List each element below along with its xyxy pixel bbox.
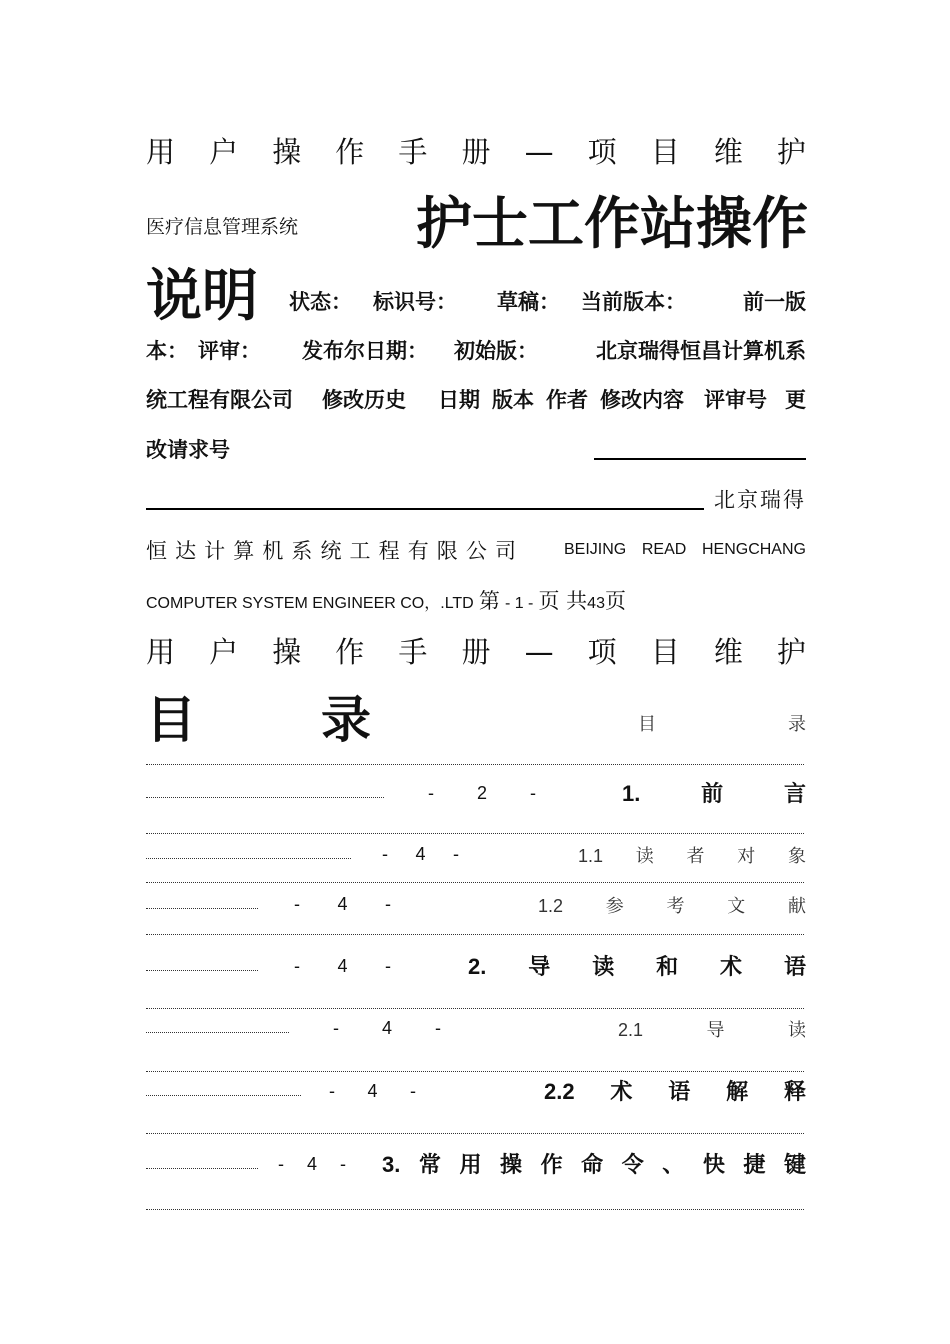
revision-history-label: 修改历史 xyxy=(322,388,406,412)
page-label: 页 共 xyxy=(538,589,588,613)
toc-page-char: - xyxy=(329,1081,335,1101)
toc-label-char: 1.2 xyxy=(538,896,564,916)
underline-rule xyxy=(594,438,806,460)
page-number: - 1 - xyxy=(504,595,534,612)
footer-line-1 xyxy=(146,484,806,514)
toc-label-char: 对 xyxy=(737,846,756,867)
toc-label-char: 和 xyxy=(656,955,679,980)
header-char: 用 xyxy=(146,635,176,669)
toc-entry-label xyxy=(618,1016,806,1042)
toc-entry[interactable] xyxy=(146,1018,806,1052)
history-col: 评审号 xyxy=(704,388,767,412)
id-label: 标识号： xyxy=(373,290,457,314)
toc-label-char: 捷 xyxy=(743,1153,766,1178)
header-char: — xyxy=(524,135,554,169)
toc-label-char: 命 xyxy=(581,1153,604,1178)
header-char: 户 xyxy=(209,135,239,169)
toc-dotted-rule xyxy=(146,1133,804,1134)
prev-version-label: 前一版 xyxy=(743,290,806,314)
toc-label-char: 语 xyxy=(783,955,806,980)
company-char: 系 xyxy=(291,539,313,563)
toc-page-char: - xyxy=(434,1018,441,1038)
toc-entry[interactable] xyxy=(146,844,806,878)
header-char: 手 xyxy=(398,635,428,669)
toc-dotted-rule xyxy=(146,934,804,935)
toc-page-number xyxy=(333,1018,441,1039)
page-label: 第 xyxy=(478,589,500,613)
toc-page-number xyxy=(329,1081,416,1102)
review-label: 评审： xyxy=(198,339,261,363)
company-char: 计 xyxy=(204,539,226,563)
toc-entry-label xyxy=(544,1075,806,1106)
toc-label-char: 导 xyxy=(528,955,551,980)
header-char: 目 xyxy=(650,135,680,169)
toc-leader-dots xyxy=(146,1168,258,1169)
toc-page-char: - xyxy=(294,894,300,914)
footer-company: 北京瑞得 xyxy=(714,488,806,512)
toc-label-char: 语 xyxy=(668,1080,691,1105)
toc-page-char: - xyxy=(384,894,391,914)
status-label: 状态： xyxy=(289,290,352,314)
manual-header xyxy=(146,130,806,171)
header-char: 作 xyxy=(335,635,365,669)
toc-label-char: 读 xyxy=(592,955,615,980)
company-char: 机 xyxy=(262,539,284,563)
company-char: 工 xyxy=(349,539,371,563)
toc-page-char: 4 xyxy=(337,894,348,914)
document-title-cont: 说明 xyxy=(146,264,258,329)
toc-page-char: - xyxy=(339,1154,346,1174)
toc-label-char: 者 xyxy=(686,846,705,867)
meta-line-5 xyxy=(146,434,806,464)
header-char: 作 xyxy=(335,135,365,169)
english-word: READ xyxy=(641,541,687,558)
toc-label-char: 2.2 xyxy=(544,1079,575,1104)
toc-label-char: 言 xyxy=(783,782,806,807)
toc-page-number xyxy=(294,956,391,977)
toc-entry-label xyxy=(538,892,806,918)
header-char: 项 xyxy=(587,135,617,169)
toc-entry[interactable] xyxy=(146,1079,806,1115)
toc-leader-dots xyxy=(146,858,351,859)
company-char: 统 xyxy=(320,539,342,563)
toc-entry-label xyxy=(578,842,806,868)
footer-english-name-cont: COMPUTER SYSTEM ENGINEER CO，.LTD xyxy=(146,595,474,612)
toc-label-char: 操 xyxy=(500,1153,523,1178)
company-char: 司 xyxy=(494,539,516,563)
toc-dotted-rule xyxy=(146,1008,804,1009)
english-word: HENGCHANG xyxy=(701,541,806,558)
toc-leader-dots xyxy=(146,908,258,909)
toc-label-char: 3. xyxy=(382,1152,401,1177)
toc-page-number xyxy=(382,844,459,865)
toc-label-char: 用 xyxy=(459,1153,482,1178)
company-char: 恒 xyxy=(146,539,167,563)
toc-page-char: 4 xyxy=(367,1081,378,1101)
header-char: 护 xyxy=(776,635,806,669)
history-col: 作者 xyxy=(546,388,588,412)
company-name: 北京瑞得恒昌计算机系 xyxy=(596,339,806,363)
history-col-cont: 改请求号 xyxy=(146,438,230,462)
toc-dotted-rule xyxy=(146,833,804,834)
toc-page-char: 2 xyxy=(476,783,487,803)
toc-label-char: 作 xyxy=(540,1153,563,1178)
toc-page-char: - xyxy=(294,956,300,976)
toc-dotted-rule xyxy=(146,1071,804,1072)
toc-page-char: - xyxy=(384,956,391,976)
toc-leader-dots xyxy=(146,1032,289,1033)
toc-page-char: - xyxy=(333,1018,339,1038)
toc-label-char: 读 xyxy=(788,1020,806,1041)
toc-leader-dots xyxy=(146,970,258,971)
toc-entry-label xyxy=(382,1148,806,1179)
toc-label-char: 象 xyxy=(787,846,806,867)
toc-page-number xyxy=(294,894,391,915)
toc-page-char: - xyxy=(278,1154,284,1174)
toc-label-char: 文 xyxy=(727,896,746,917)
header-char: 手 xyxy=(398,135,428,169)
toc-label-char: 2. xyxy=(468,954,487,979)
toc-label-char: 术 xyxy=(610,1080,633,1105)
toc-label-char: 献 xyxy=(787,896,806,917)
toc-page-char: - xyxy=(529,783,536,803)
header-char: 维 xyxy=(713,635,743,669)
toc-page-number xyxy=(278,1154,346,1175)
toc-dotted-rule xyxy=(146,764,804,765)
company-char: 算 xyxy=(233,539,255,563)
toc-page-number xyxy=(428,783,536,804)
toc-label-char: 参 xyxy=(605,896,624,917)
toc-label-char: 键 xyxy=(783,1153,806,1178)
toc-label-char: 考 xyxy=(666,896,685,917)
history-col: 日期 xyxy=(438,388,480,412)
toc-page-char: - xyxy=(428,783,434,803)
toc-leader-dots xyxy=(146,797,384,798)
toc-dotted-rule xyxy=(146,882,804,883)
header-char: 目 xyxy=(650,635,680,669)
toc-page-char: 4 xyxy=(381,1018,392,1038)
company-name-cont: 统工程有限公司 xyxy=(146,388,293,412)
underline-rule xyxy=(146,488,704,510)
footer-line-2 xyxy=(146,535,806,565)
toc-label-char: 解 xyxy=(726,1080,749,1105)
initial-version-label: 初始版： xyxy=(454,339,538,363)
toc-page-char: 4 xyxy=(306,1154,317,1174)
header-char: 操 xyxy=(272,635,302,669)
footer-english-name xyxy=(564,541,806,559)
toc-entry[interactable] xyxy=(146,1152,806,1188)
history-col: 修改内容 xyxy=(600,388,684,412)
toc-leader-dots xyxy=(146,1095,301,1096)
footer-company-cont xyxy=(146,535,516,565)
prev-version-label-cont: 本： xyxy=(146,339,188,363)
header-char: 册 xyxy=(461,635,491,669)
company-char: 达 xyxy=(175,539,197,563)
title-line-2 xyxy=(146,252,806,329)
page-total: 43 xyxy=(587,595,605,612)
header-char: 项 xyxy=(587,635,617,669)
toc-page-char: 4 xyxy=(337,956,348,976)
footer-line-3 xyxy=(146,585,806,615)
toc-label-char: 2.1 xyxy=(618,1020,644,1040)
history-col: 版本 xyxy=(492,388,534,412)
toc-entry-label xyxy=(468,950,806,981)
toc-subtitle: 目 xyxy=(638,714,656,735)
release-date-label: 发布尔日期： xyxy=(302,339,428,363)
toc-title-line xyxy=(146,680,806,750)
page-label: 页 xyxy=(604,589,626,613)
toc-title: 目 xyxy=(146,691,196,749)
header-char: 用 xyxy=(146,135,176,169)
header-char: 户 xyxy=(209,635,239,669)
toc-label-char: 前 xyxy=(701,782,724,807)
toc-page-char: - xyxy=(382,844,388,864)
toc-label-char: 常 xyxy=(418,1153,441,1178)
company-char: 程 xyxy=(378,539,400,563)
current-version-label: 当前版本： xyxy=(581,290,686,314)
system-name: 医疗信息管理系统 xyxy=(146,216,299,238)
toc-label-char: 读 xyxy=(635,846,654,867)
toc-subtitle: 录 xyxy=(788,714,806,735)
toc-entry[interactable] xyxy=(146,781,806,817)
draft-label: 草稿： xyxy=(497,290,560,314)
title-line-1 xyxy=(146,180,808,257)
header-char: 维 xyxy=(713,135,743,169)
toc-entry-label xyxy=(622,777,806,808)
toc-entry[interactable] xyxy=(146,894,806,928)
toc-label-char: 导 xyxy=(706,1020,725,1041)
toc-label-char: 令 xyxy=(621,1153,644,1178)
manual-header-page2 xyxy=(146,630,806,671)
toc-dotted-rule xyxy=(146,1209,804,1210)
toc-label-char: 释 xyxy=(783,1080,806,1105)
toc-page-char: 4 xyxy=(415,844,426,864)
company-char: 有 xyxy=(407,539,429,563)
toc-label-char: 1. xyxy=(622,781,641,806)
toc-label-char: 1.1 xyxy=(578,846,604,866)
toc-page-char: - xyxy=(409,1081,416,1101)
header-char: 护 xyxy=(776,135,806,169)
company-char: 公 xyxy=(465,539,487,563)
history-col: 更 xyxy=(785,388,806,412)
toc-entry[interactable] xyxy=(146,954,806,990)
document-title: 护士工作站操作 xyxy=(416,192,808,257)
toc-label-char: 快 xyxy=(702,1153,725,1178)
toc-page-char: - xyxy=(452,844,459,864)
toc-label-char: 术 xyxy=(720,955,743,980)
header-char: 操 xyxy=(272,135,302,169)
company-char: 限 xyxy=(436,539,458,563)
header-char: 册 xyxy=(461,135,491,169)
english-word: BEIJING xyxy=(564,541,627,558)
toc-label-char: 、 xyxy=(662,1153,685,1178)
toc-title: 录 xyxy=(321,691,371,749)
header-char: — xyxy=(524,635,554,669)
